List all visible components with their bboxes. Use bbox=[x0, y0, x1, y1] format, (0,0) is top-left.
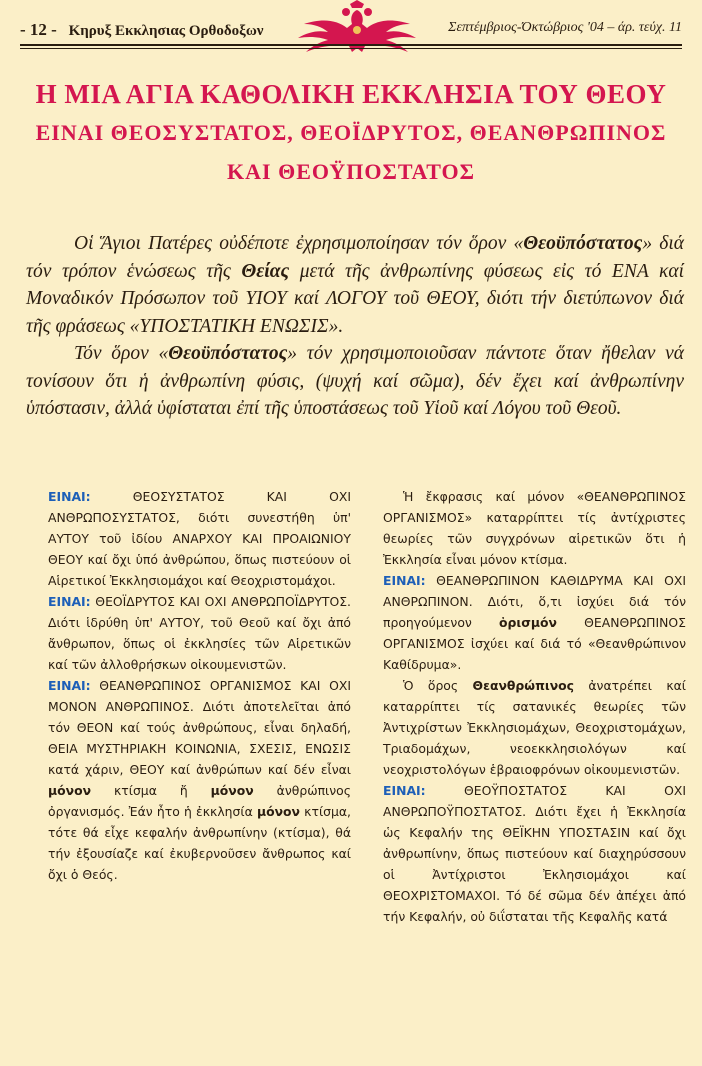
title-line-2: ΕΙΝΑΙ ΘΕΟΣΥΣΤΑΤΟΣ, ΘΕΟΪΔΡΥΤΟΣ, ΘΕΑΝΘΡΩΠΙΝΟΣ bbox=[35, 120, 667, 145]
text: ΘΕΟΫΠΟΣΤΑΤΟΣ ΚΑΙ ΟΧΙ ΑΝΘΡΩΠΟΫΠΟΣΤΑΤΟΣ. Διότι ἔχει ἡ Ἐκκλησία ὡς Κεφαλήν της ΘΕΪΚΗΝ ΥΠΟΣΤΑΣΙΝ καί ὄχι ἀνθρωπίνην, ὅπως πιστεύουν καί διαχηρύσσουν οἱ Ἀντίχριστοι Ἐκλησιομάχοι καί ΘΕΟΧΡΙΣΤΟΜΑΧΟΙ. Τό δέ σῶμα δέν ἀπέχει ἀπό τήν Κεφαλήν, οὐ διΐσταται τῆς Κεφαλῆς κατά bbox=[383, 783, 686, 924]
text: Τόν ὅρον « bbox=[74, 343, 169, 364]
text: ΘΕΑΝΘΡΩΠΙΝΟΝ ΚΑΘΙΔΡΥΜΑ ΚΑΙ ΟΧΙ ΑΝΘΡΩΠΙΝΟΝ. Διότι, ὅ,τι ἰσχύει διά τόν προηγούμενον bbox=[383, 573, 686, 630]
text: » διά τόν τρόπον ἑνώσεως τῆς bbox=[26, 233, 685, 282]
left-column bbox=[48, 486, 351, 1056]
text: » τόν χρησιμοποιοῦσαν πάντοτε ὅταν ἤθελαν νά τονίσουν ὅτι ἡ ἀνθρωπίνη φύσις, (ψυχή καί σῶμα), δέν ἔχει καί ἀνθρωπίνην ὑπόστασιν, ἀλλά ὑφίσταται ἐπί τῆς ὑποστάσεως τοῦ Υἱοῦ καί Λόγου τοῦ Θεοῦ. bbox=[26, 343, 684, 419]
text: ΘΕΟΣΥΣΤΑΤΟΣ ΚΑΙ ΟΧΙ ΑΝΘΡΩΠΟΣΥΣΤΑΤΟΣ, διότι συνεστήθη ὑπ' ΑΥΤΟΥ τοῦ ἰδίου ΑΝΑΡΧΟΥ ΚΑΙ ΠΡΟΑΙΩΝΙΟΥ ΘΕΟΥ καί ὄχι ὑπό ἀνθρώπου, ὅπως πιστεύουν οἱ Αἱρετικοί Ἐκκλησιομάχοι καί Θεοχριστομάχοι. bbox=[48, 489, 351, 588]
keyword: ΕΙΝΑΙ: bbox=[383, 573, 426, 588]
bold-term: Θεοϋπόστατος bbox=[168, 343, 288, 364]
issue-info: Σεπτέμβριος-Όκτώβριος '04 – άρ. τεύχ. 11 bbox=[448, 20, 682, 35]
bold-term: μόνον bbox=[48, 783, 92, 798]
page-number: - 12 - bbox=[20, 20, 57, 39]
paragraph: Ἡ ἔκφρασις καί μόνον «ΘΕΑΝΘΡΩΠΙΝΟΣ ΟΡΓΑΝΙΣΜΟΣ» καταρρίπτει τίς ἀντίχριστες θεωρίες τῶν συγχρόνων αἱρετικῶν ὅτι ἡ Ἐκκλησία εἶναι μόνον κτίσμα. bbox=[383, 489, 686, 567]
right-column bbox=[383, 486, 686, 1056]
intro-paragraph-2 bbox=[26, 340, 684, 423]
intro-paragraph-1 bbox=[26, 230, 684, 340]
text: κτίσμα ἤ bbox=[91, 783, 211, 798]
text: κτίσμα, τότε θά εἶχε κεφαλήν ἀνθρωπίνην (κτίσμα), θά τήν ἐξουσίαζε καί ἐκυβερνοῦσεν ἄνθρωπος καί ὄχι ὁ Θεός. bbox=[48, 804, 351, 882]
bold-term: Θεανθρώπινος bbox=[472, 678, 574, 693]
text: ἀνθρώπινος ὀργανισμός. Ἐάν ἦτο ἡ ἐκκλησία bbox=[48, 783, 351, 819]
keyword: ΕΙΝΑΙ: bbox=[48, 678, 91, 693]
article-title bbox=[0, 74, 702, 192]
section-4 bbox=[383, 570, 686, 675]
bold-term: μόνον bbox=[210, 783, 254, 798]
text: μετά τῆς ἀνθρωπίνης φύσεως εἰς τό ΕΝΑ καί Μοναδικόν Πρόσωπον τοῦ ΥΙΟΥ καί ΛΟΓΟΥ τοῦ ΘΕΟΥ, διότι τήν διετύπωνον διά τῆς φράσεως «ΥΠΟΣΤΑΤΙΚΗ ΕΝΩΣΙΣ». bbox=[26, 260, 684, 337]
bold-term: Θεοϋπόστατος bbox=[523, 233, 643, 254]
publication-name: Κηρυξ Εκκλησιας Ορθοδοξων bbox=[68, 23, 264, 39]
title-line-3: ΚΑΙ ΘΕΟΫΠΟΣΤΑΤΟΣ bbox=[227, 159, 475, 184]
double-headed-eagle-icon bbox=[292, 0, 422, 58]
text: ΘΕΑΝΘΡΩΠΙΝΟΣ ΟΡΓΑΝΙΣΜΟΣ ἰσχύει καί διά τό «Θεανθρώπινον Καθίδρυμα». bbox=[383, 615, 686, 672]
section-1 bbox=[48, 486, 351, 591]
keyword: ΕΙΝΑΙ: bbox=[383, 783, 426, 798]
keyword: ΕΙΝΑΙ: bbox=[48, 489, 91, 504]
body-columns bbox=[48, 486, 686, 1056]
text: Οἱ Ἅγιοι Πατέρες οὐδέποτε ἐχρησιμοποίησαν τόν ὅρον « bbox=[74, 233, 524, 254]
section-3 bbox=[48, 675, 351, 885]
text: ΘΕΟΪΔΡΥΤΟΣ ΚΑΙ ΟΧΙ ΑΝΘΡΩΠΟΪΔΡΥΤΟΣ. Διότι ἱδρύθη ὑπ' ΑΥΤΟΥ, τοῦ Θεοῦ καί ὄχι ἀπό ἄνθρωπον, ὅπως οἱ ἐκκλησίες τῶν Αἱρετικῶν καί τῶν ἀλλοθρήσκων οἰκουμενιστῶν. bbox=[48, 594, 351, 672]
text: ΘΕΑΝΘΡΩΠΙΝΟΣ ΟΡΓΑΝΙΣΜΟΣ ΚΑΙ ΟΧΙ ΜΟΝΟΝ ΑΝΘΡΩΠΙΝΟΣ. Διότι ἀποτελεῖται ἀπό τόν ΘΕΟΝ καί τούς ἀνθρώπους, εἶναι δηλαδή, ΘΕΙΑ ΜΥΣΤΗΡΙΑΚΗ ΚΟΙΝΩΝΙΑ, ΣΧΕΣΙΣ, ΕΝΩΣΙΣ κατά χάριν, ΘΕΟΥ καί ἀνθρώπων καί δέν εἶναι bbox=[48, 678, 351, 777]
intro-text bbox=[26, 230, 684, 423]
text: ἀνατρέπει καί καταρρίπτει τίς σατανικές θεωρίες τῶν Ἀντιχρίστων Ἐκκλησιομάχων, Θεοχριστομάχων, Τριαδομάχων, νεοεκκλησιολόγων καί νεοχριστολόγων ἑβραιοφρόνων οἰκουμενιστῶν. bbox=[383, 678, 687, 777]
section-2 bbox=[48, 591, 351, 675]
section-5 bbox=[383, 780, 686, 927]
title-line-1: Η ΜΙΑ ΑΓΙΑ ΚΑΘΟΛΙΚΗ ΕΚΚΛΗΣΙΑ ΤΟΥ ΘΕΟΥ bbox=[35, 79, 667, 109]
text: Ὁ ὅρος bbox=[403, 678, 473, 693]
page-header bbox=[0, 0, 702, 60]
bold-term: Θείας bbox=[241, 260, 290, 282]
header-divider-thin bbox=[20, 48, 682, 49]
header-left bbox=[20, 20, 263, 40]
bold-term: ὁρισμόν bbox=[499, 615, 557, 630]
bold-term: μόνον bbox=[256, 804, 300, 819]
header-divider bbox=[20, 44, 682, 46]
paragraph bbox=[383, 675, 686, 780]
keyword: ΕΙΝΑΙ: bbox=[48, 594, 91, 609]
